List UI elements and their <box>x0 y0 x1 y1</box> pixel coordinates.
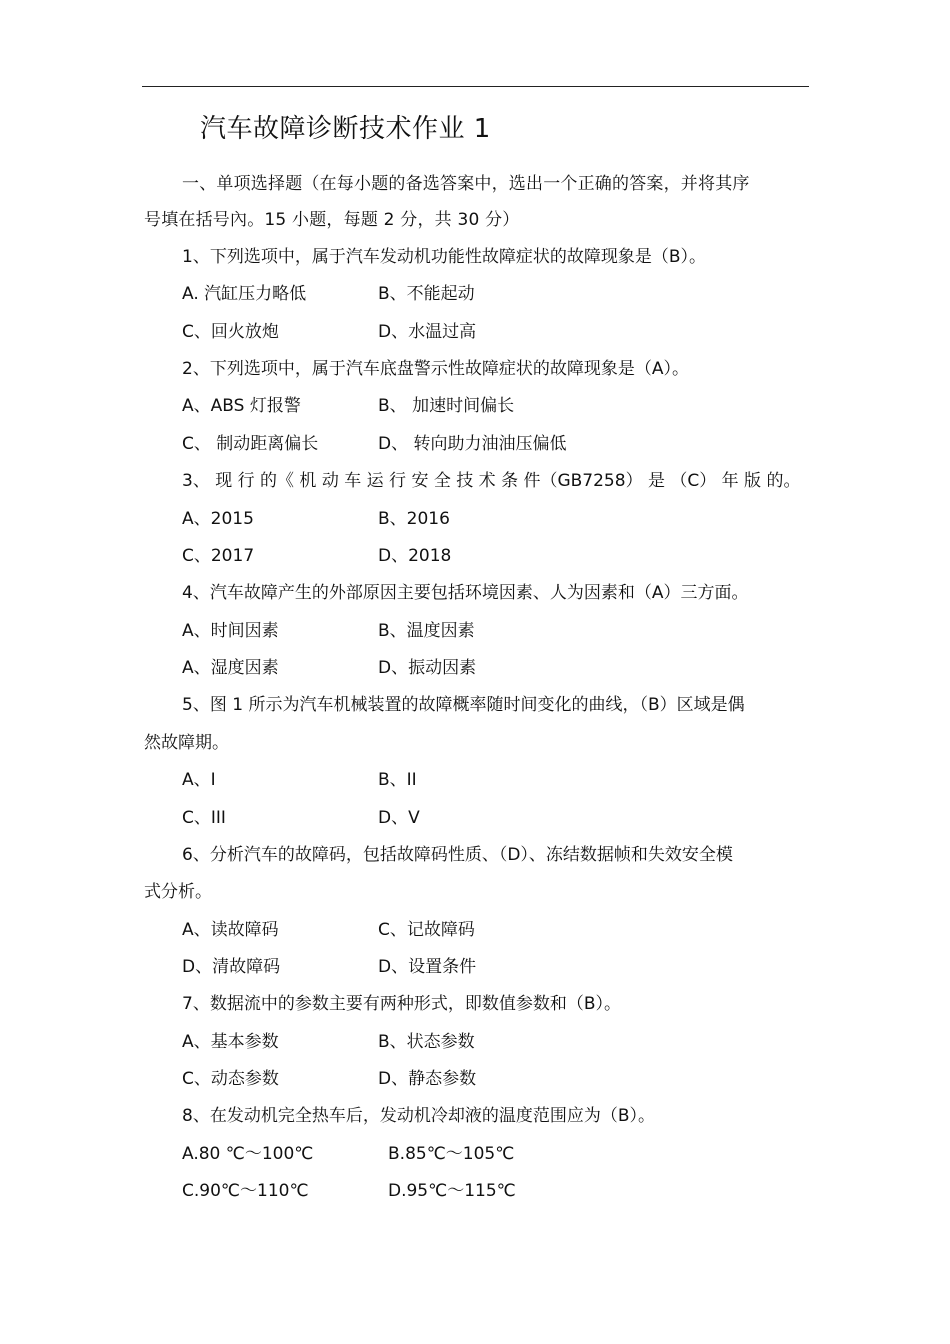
question-6-option-a: A、读故障码 <box>182 920 279 940</box>
question-4-stem: 4、汽车故障产生的外部原因主要包括环境因素、人为因素和（A）三方面。 <box>182 583 749 603</box>
question-8-stem: 8、在发动机完全热车后，发动机冷却液的温度范围应为（B）。 <box>182 1106 655 1126</box>
question-5-option-d: D、V <box>378 808 420 828</box>
question-2-stem: 2、下列选项中，属于汽车底盘警示性故障症状的故障现象是（A）。 <box>182 359 689 379</box>
question-7-option-c: C、动态参数 <box>182 1069 279 1089</box>
question-6-option-d: D、设置条件 <box>378 957 477 977</box>
question-6-stem-line-2: 式分析。 <box>144 882 212 902</box>
question-6-option-c: D、清故障码 <box>182 957 281 977</box>
question-1-option-b: B、不能起动 <box>378 284 475 304</box>
question-5-option-a: A、I <box>182 770 216 790</box>
question-1-option-d: D、水温过高 <box>378 322 477 342</box>
question-5-option-c: C、III <box>182 808 226 828</box>
section-heading-line-1: 一、单项选择题（在每小题的备选答案中，选出一个正确的答案，并将其序 <box>182 174 750 194</box>
question-5-option-b: B、II <box>378 770 417 790</box>
question-4-option-d: D、振动因素 <box>378 658 477 678</box>
question-2-option-b: B、 加速时间偏长 <box>378 396 515 416</box>
question-3-option-d: D、2018 <box>378 546 452 566</box>
question-2-option-c: C、 制动距离偏长 <box>182 434 319 454</box>
question-7-option-b: B、状态参数 <box>378 1032 475 1052</box>
question-8-option-c: C.90℃～110℃ <box>182 1181 309 1201</box>
question-6-option-b: C、记故障码 <box>378 920 475 940</box>
question-6-stem-line-1: 6、分析汽车的故障码，包括故障码性质、（D）、冻结数据帧和失效安全模 <box>182 845 733 865</box>
question-8-option-a: A.80 ℃～100℃ <box>182 1144 314 1164</box>
question-2-option-a: A、ABS 灯报警 <box>182 396 301 416</box>
question-7-option-d: D、静态参数 <box>378 1069 477 1089</box>
section-heading-line-2: 号填在括号內。15 小题，每题 2 分，共 30 分） <box>144 210 520 230</box>
question-5-stem-line-1: 5、图 1 所示为汽车机械装置的故障概率随时间变化的曲线，（B）区域是偶 <box>182 695 745 715</box>
question-2-option-d: D、 转向助力油油压偏低 <box>378 434 567 454</box>
question-1-stem: 1、下列选项中，属于汽车发动机功能性故障症状的故障现象是（B）。 <box>182 247 706 267</box>
question-3-option-b: B、2016 <box>378 509 450 529</box>
question-4-option-b: B、温度因素 <box>378 621 475 641</box>
question-3-option-c: C、2017 <box>182 546 255 566</box>
question-3-option-a: A、2015 <box>182 509 254 529</box>
question-4-option-c: A、湿度因素 <box>182 658 279 678</box>
header-rule <box>142 86 809 87</box>
question-5-stem-line-2: 然故障期。 <box>144 733 229 753</box>
question-8-option-b: B.85℃～105℃ <box>388 1144 515 1164</box>
question-1-option-c: C、回火放炮 <box>182 322 279 342</box>
question-7-stem: 7、数据流中的参数主要有两种形式，即数值参数和（B）。 <box>182 994 621 1014</box>
question-4-option-a: A、时间因素 <box>182 621 279 641</box>
question-8-option-d: D.95℃～115℃ <box>388 1181 516 1201</box>
page-title: 汽车故障诊断技术作业 1 <box>200 114 491 144</box>
question-7-option-a: A、基本参数 <box>182 1032 279 1052</box>
question-1-option-a: A. 汽缸压力略低 <box>182 284 307 304</box>
question-3-stem: 3、 现 行 的《 机 动 车 运 行 安 全 技 术 条 件（GB7258） 是 （C） 年 版 的。 <box>182 471 801 491</box>
